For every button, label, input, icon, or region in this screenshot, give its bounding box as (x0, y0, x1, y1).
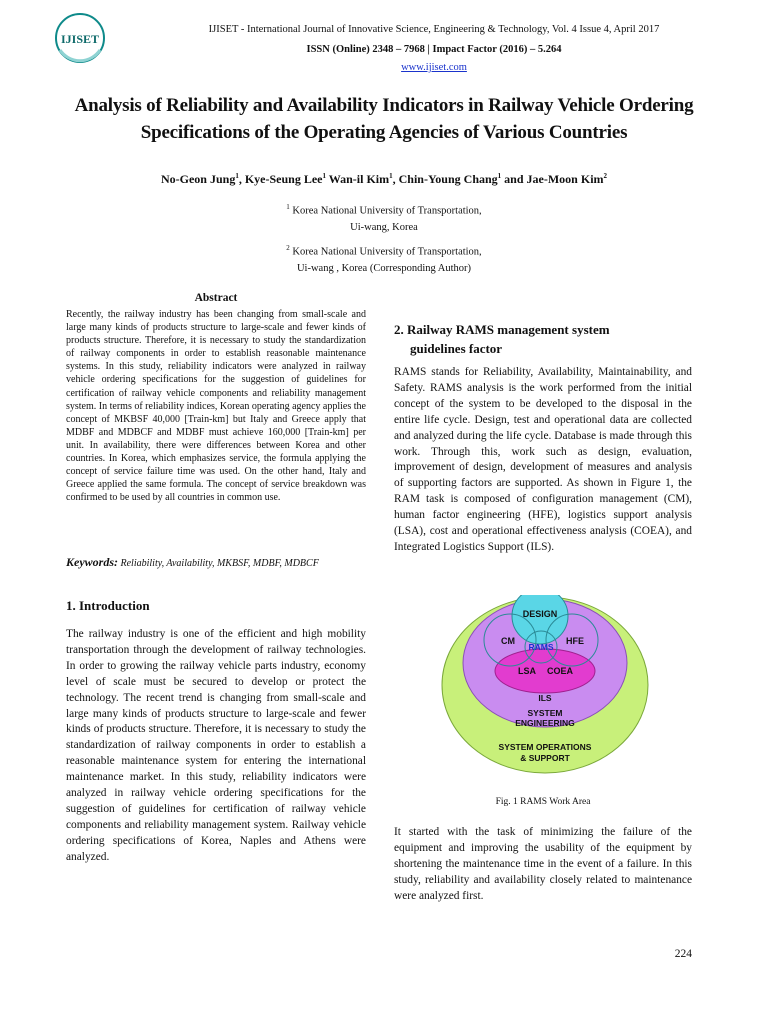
author-separator: , (392, 172, 399, 186)
author-name: No-Geon Jung (160, 172, 236, 186)
journal-line: IJISET - International Journal of Innovative Science, Engineering & Technology, Vol. 4 Issue 4, April 2017 (208, 24, 660, 35)
keywords-value: Reliability, Availability, MKBSF, MDBF, MDBCF (120, 558, 319, 569)
author-separator: , (238, 172, 245, 186)
label-design: DESIGN (522, 609, 558, 619)
post-figure-text: It started with the task of minimizing the failure of the equipment and improving the usability of the equipment by shortening the maintenance time in the event of a failure. In this study, reliability and availability closely related to maintenance were analyzed first. (394, 826, 692, 902)
section2-heading (394, 320, 692, 358)
journal-logo (52, 10, 108, 66)
author-affiliation-mark: 1 (497, 172, 502, 180)
affiliation-line: Ui-wang , Korea (Corresponding Author) (296, 262, 472, 274)
website-link[interactable]: www.ijiset.com (401, 62, 467, 73)
label-rams: RAMS (528, 642, 554, 652)
author-name: Kye-Seung Lee (244, 172, 323, 186)
author-separator: and (501, 172, 527, 186)
label-ils: ILS (538, 693, 552, 703)
affiliation-mark: 2 (286, 244, 290, 252)
section2-text: RAMS stands for Reliability, Availability, Maintainability, and Safety. RAMS analysis is the work performed from the initial concept of the system to be developed to the disposal in the entire life cycle. Design, test and operational data are collected and analyzed during the life cycle. Database is made through this work. Through this, work such as design, evaluation, improvement of design, development of measures and analysis of supporting factors are supported. As shown in Figure 1, the RAM task is composed of configuration management (CM), human factor engineering (HFE), logistics support analysis (LSA), cost and operational effectiveness analysis (COEA), and Integrated Logistics Support (ILS). (394, 366, 692, 553)
keywords (66, 555, 366, 570)
introduction-heading: 1. Introduction (66, 598, 150, 613)
author-affiliation-mark: 1 (389, 172, 393, 180)
label-coea: COEA (546, 666, 574, 676)
label-system-engineering-2: ENGINEERING (515, 718, 575, 728)
abstract-text: Recently, the railway industry has been changing from small-scale and large many kinds of products structure to large-scale and fewer kinds of products structure. Therefore, it is necessary to study the standardization of railway components in order to establish reasonable maintenance systems. In this study, reliability indicators were analyzed in railway vehicle ordering specifications for the suggestion of guidelines for certification of railway vehicle components and reliability management system. In terms of reliability indices, Korean operating agency applies the concept of MKBSF 40,000 [Train-km] but Italy and Greece apply that MDBF and MDBCF and MDBF must achieve 160,000 [Train-km] per unit. In availability, there were differences between Korea and other countries. In Korea, which emphasizes service, the formula applying the concept of service failure time was used. On the other hand, Italy and Greece applied the same formula. The concept of service breakdown was confirmed to be used by all countries in common use. (66, 309, 366, 504)
author-name: Jae-Moon Kim (526, 172, 604, 186)
section2-heading-line2: guidelines factor (410, 341, 503, 356)
logo-text: IJISET (60, 32, 100, 46)
author-list (0, 172, 768, 187)
figure-caption: Fig. 1 RAMS Work Area (495, 797, 591, 807)
introduction-text: The railway industry is one of the efficient and high mobility transportation through the development of railway technologies. In order to growing the railway vehicle parts industry, economy level of scale must be secured to develop or protect the technology. The recent trend is changing from small-scale and large many kinds of products structure to large-scale and fewer kinds of products structure. Therefore, it is necessary to study the standardization of railway components in order to establish a reasonable maintenance system for entering the international maintenance market. In this study, reliability indicators were analyzed in railway vehicle ordering specifications for the suggestion of guidelines for certification of railway vehicle components and reliability management system. Railway vehicle ordering specifications of Korea, Naples and Athens were analyzed. (66, 628, 366, 863)
affiliation-2 (0, 240, 768, 277)
affiliation-line: Korea National University of Transportation, (292, 246, 482, 258)
label-cm: CM (501, 636, 515, 646)
affiliation-line: Ui-wang, Korea (350, 221, 418, 233)
design-circle (512, 595, 568, 644)
affiliation-1 (0, 199, 768, 236)
author-name: Wan-il Kim (328, 172, 390, 186)
paper-title: Analysis of Reliability and Availability Indicators in Railway Vehicle Ordering Specifications of the Operating Agencies of Various Countries (74, 95, 694, 143)
author-affiliation-mark: 1 (322, 172, 326, 180)
author-affiliation-mark: 2 (603, 172, 608, 180)
lsa-coea-ellipse (495, 649, 595, 693)
label-hfe: HFE (566, 636, 584, 646)
author-affiliation-mark: 1 (235, 172, 239, 180)
label-lsa: LSA (518, 666, 536, 676)
page-number: 224 (674, 948, 692, 960)
label-system-operations-2: & SUPPORT (520, 753, 570, 763)
affiliation-line: Korea National University of Transportation, (292, 205, 482, 217)
label-system-engineering-1: SYSTEM (527, 708, 563, 718)
author-name: Chin-Young Chang (398, 172, 498, 186)
rams-work-area-figure (440, 595, 650, 775)
label-system-operations-1: SYSTEM OPERATIONS (498, 742, 592, 752)
issn-line: ISSN (Online) 2348 – 7968 | Impact Factor (2016) – 5.264 (306, 44, 562, 55)
section2-heading-line1: 2. Railway RAMS management system (394, 322, 610, 337)
abstract-heading: Abstract (194, 292, 238, 304)
affiliation-mark: 1 (286, 203, 290, 211)
keywords-label: Keywords: (66, 555, 118, 569)
